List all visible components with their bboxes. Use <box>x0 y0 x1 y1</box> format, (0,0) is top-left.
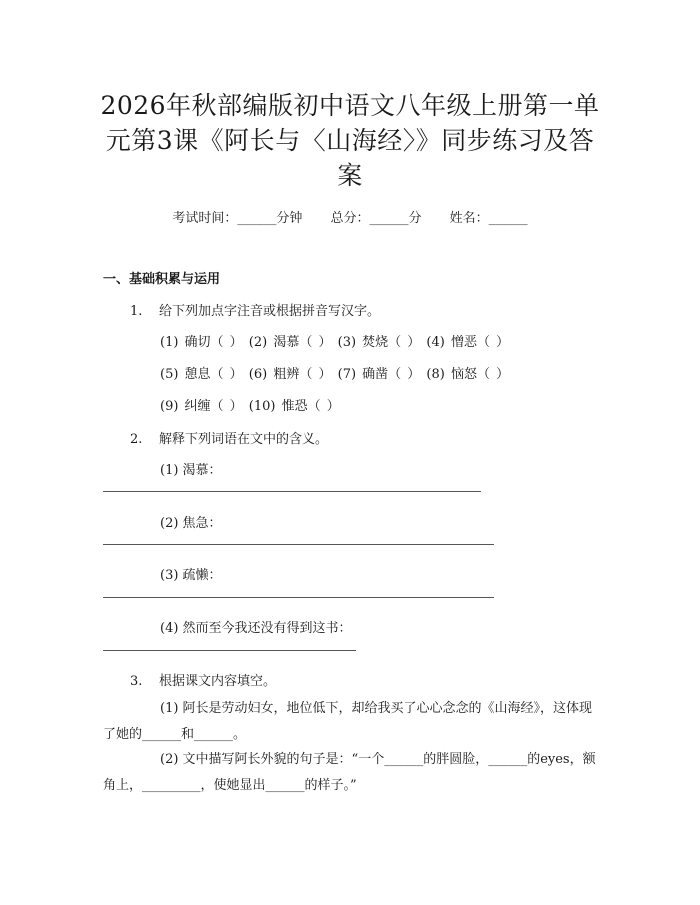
q3-paragraph-2: (2) 文中描写阿长外貌的句子是：“一个______的胖圆脸，______的eyes，额角上，_________，使她显出______的样子。” <box>103 752 596 793</box>
question-3 <box>130 670 276 689</box>
question-number: 3. <box>130 674 143 689</box>
section-title: 一、基础积累与运用 <box>103 272 221 287</box>
q1-row-2: (5) 憩息（ ） (6) 粗辨（ ） (7) 确凿（ ） (8) 恼怒（ ） <box>160 367 510 382</box>
exam-name: 姓名：______ <box>449 211 528 226</box>
question-number: 2. <box>130 432 143 447</box>
question-text: 给下列加点字注音或根据拼音写汉字。 <box>159 304 381 319</box>
q2-item-2: (2) 焦急： <box>160 516 222 531</box>
page-title: 2026年秋部编版初中语文八年级上册第一单元第3课《阿长与〈山海经〉》同步练习及答案 <box>100 91 600 190</box>
question-text: 根据课文内容填空。 <box>159 674 277 689</box>
exam-time: 考试时间：______分钟 <box>172 211 303 226</box>
question-number: 1. <box>130 304 143 319</box>
q1-row-1: (1) 确切（ ） (2) 渴慕（ ） (3) 焚烧（ ） (4) 憎恶（ ） <box>160 335 510 350</box>
answer-line <box>103 597 494 598</box>
exam-info <box>0 207 700 226</box>
question-1 <box>130 300 380 319</box>
question-2 <box>130 428 328 447</box>
q3-paragraph-1: (1) 阿长是劳动妇女，地位低下，却给我买了心心念念的《山海经》，这体现了她的______和______。 <box>103 701 593 742</box>
answer-line <box>103 491 481 492</box>
question-text: 解释下列词语在文中的含义。 <box>159 432 329 447</box>
exam-score: 总分：______分 <box>330 211 422 226</box>
answer-line <box>103 544 494 545</box>
q1-row-3: (9) 纠缠（ ） (10) 惟恐（ ） <box>160 399 340 414</box>
q2-item-1: (1) 渴慕： <box>160 463 222 478</box>
answer-line <box>103 650 356 651</box>
q2-item-4: (4) 然而至今我还没有得到这书： <box>160 621 352 636</box>
q2-item-3: (3) 疏懒： <box>160 568 222 583</box>
